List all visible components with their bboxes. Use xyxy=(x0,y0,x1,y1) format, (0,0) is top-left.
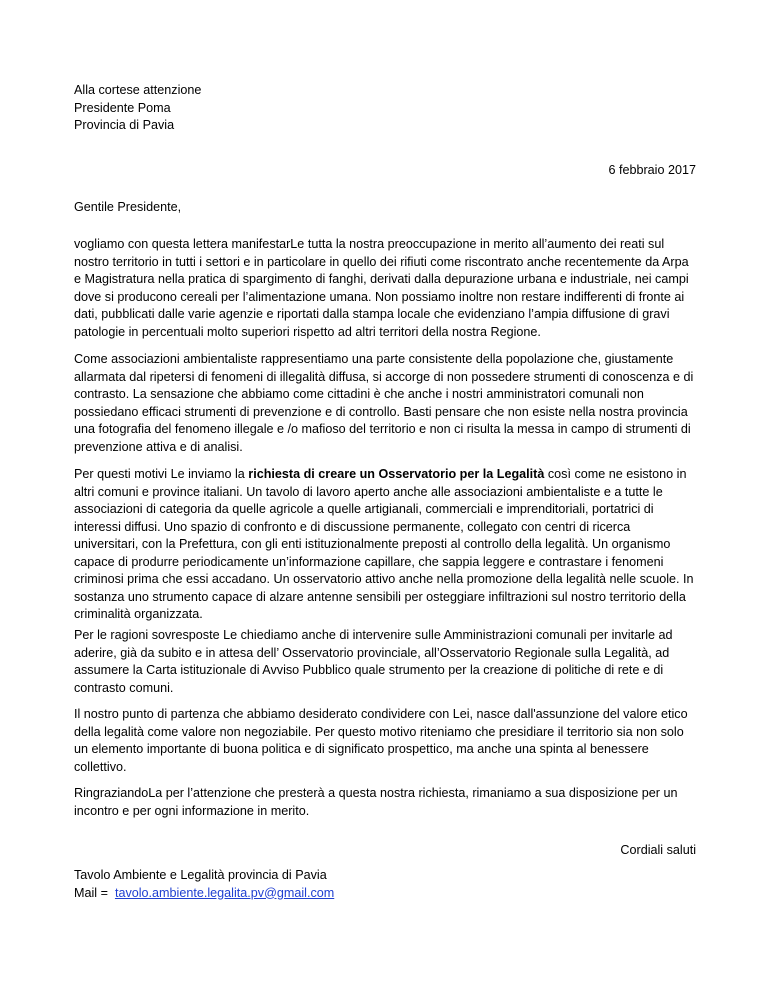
recipient-line-1: Alla cortese attenzione xyxy=(74,83,202,97)
signature-block xyxy=(74,867,696,902)
email-link[interactable]: tavolo.ambiente.legalita.pv@gmail.com xyxy=(114,885,335,900)
recipient-line-3: Provincia di Pavia xyxy=(74,118,175,132)
paragraph-3-bold-request: richiesta di creare un Osservatorio per la Legalità xyxy=(248,467,545,481)
paragraph-6: RingraziandoLa per l’attenzione che presterà a questa nostra richiesta, rimaniamo a sua disposizione per un incontro e per ogni informazione in merito. xyxy=(74,786,678,818)
recipient-line-2: Presidente Poma xyxy=(74,100,171,115)
salutation: Gentile Presidente, xyxy=(74,200,182,214)
signature-org: Tavolo Ambiente e Legalità provincia di Pavia xyxy=(74,868,327,882)
paragraph-3-intro: Per questi motivi Le inviamo la xyxy=(74,467,249,481)
signature-mail-line xyxy=(74,885,696,903)
paragraph-3-body: così come ne esistono in altri comuni e province italiani. Un tavolo di lavoro aperto anche alle associazioni ambientaliste e a tutte le associazioni di categoria da quelle agricole a quelle artigianali, commerciali e imprenditoriali, portatrici di interessi diffusi. Uno spazio di confronto e di discussione permanente, collegato con centri di ricerca universitari, con la Prefettura, con gli enti istituzionalmente preposti al controllo della legalità. Un organismo capace di produrre periodicamente un’informazione capillare, che sappia leggere e contrastare i fenomeni criminosi prima che essi accadano. Un osservatorio attivo anche nella promozione della legalità nelle scuole. In sostanza uno strumento capace di alzare antenne sensibili per osteggiare infiltrazioni sul nostro territorio della criminalità organizzata. xyxy=(74,467,694,621)
paragraph-1: vogliamo con questa lettera manifestarLe tutta la nostra preoccupazione in merito all’aumento dei reati sul nostro territorio in tutti i settori e in particolare in quello dei rifiuti come riscontrato anche recentemente da Arpa e Magistratura nella pratica di spargimento di fanghi, derivati dalla depurazione urbana e industriale, nei campi dove si producono cereali per l’alimentazione umana. Non possiamo inoltre non restare indifferenti di fronte ai dati, pubblicati dalle varie agenzie e riportati dalla stampa locale che evidenziano l’ampia diffusione di gravi patologie in percentuali molto superiori rispetto ad altri territori della nostra Regione. xyxy=(74,237,689,339)
recipient-address xyxy=(74,82,696,135)
mail-label: Mail = xyxy=(74,885,115,900)
closing: Cordiali saluti xyxy=(620,843,696,857)
paragraph-3 xyxy=(74,466,696,624)
paragraph-4: Per le ragioni sovresposte Le chiediamo anche di intervenire sulle Amministrazioni comunali per invitarle ad aderire, già da subito e in attesa dell’ Osservatorio provinciale, all’Osservatorio Regionale sulla Legalità, ad assumere la Carta istituzionale di Avviso Pubblico quale strumento per la creazione di politiche di rete e di contrasto comuni. xyxy=(74,628,673,695)
letter-date: 6 febbraio 2017 xyxy=(608,163,696,177)
paragraph-5: Il nostro punto di partenza che abbiamo desiderato condividere con Lei, nasce dall'assunzione del valore etico della legalità come valore non negoziabile. Per questo motivo riteniamo che presidiare il territorio sia non solo un elemento importante di buona politica e di significato prospettico, ma anche una spinta al benessere collettivo. xyxy=(74,707,688,774)
paragraph-2: Come associazioni ambientaliste rappresentiamo una parte consistente della popolazione che, giustamente allarmata dal ripetersi di fenomeni di illegalità diffusa, si accorge di non possedere strumenti di conoscenza e di contrasto. La sensazione che abbiamo come cittadini è che anche i nostri amministratori comunali non possiedano efficaci strumenti di prevenzione e di controllo. Basti pensare che non esiste nella nostra provincia una fotografia del fenomeno illegale e /o mafioso del territorio e non ci risulta la messa in campo di strumenti di prevenzione attiva e di analisi. xyxy=(74,352,694,454)
